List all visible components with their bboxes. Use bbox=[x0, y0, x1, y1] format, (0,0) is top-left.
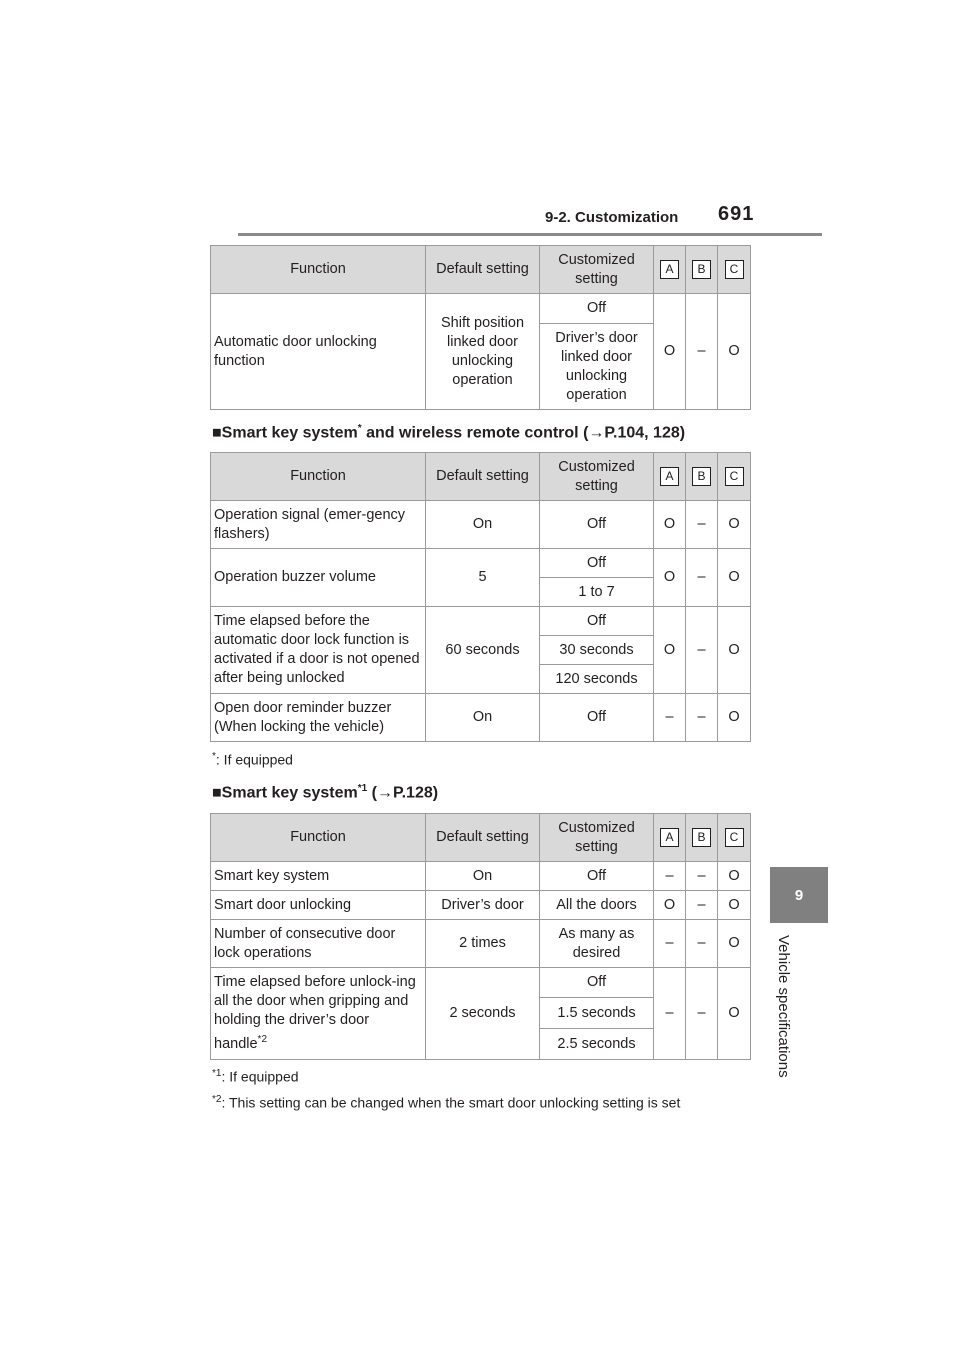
cell-custom: Off bbox=[540, 862, 654, 891]
cell-custom: 1 to 7 bbox=[540, 578, 654, 607]
cell-custom: All the doors bbox=[540, 891, 654, 920]
cell-c: O bbox=[718, 549, 751, 607]
cell-c: O bbox=[718, 694, 751, 742]
cell-custom: 2.5 seconds bbox=[540, 1029, 654, 1060]
chapter-tab bbox=[770, 867, 828, 923]
chapter-title: Vehicle specifications bbox=[775, 935, 792, 1078]
cell-default: 5 bbox=[426, 549, 540, 607]
cell-a: – bbox=[654, 862, 686, 891]
cell-b: – bbox=[686, 891, 718, 920]
section-heading-smart-key-wireless: ■Smart key system* and wireless remote control (→P.104, 128) bbox=[212, 423, 686, 442]
cell-a: O bbox=[654, 294, 686, 410]
header-a: A bbox=[654, 814, 686, 862]
header-a: A bbox=[654, 453, 686, 501]
header-rule bbox=[238, 233, 822, 236]
cell-c: O bbox=[718, 862, 751, 891]
cell-custom: As many as desired bbox=[540, 920, 654, 968]
cell-function: Time elapsed before unlock-ing all the door when gripping and holding the driver’s door handle$^{*2}$ bbox=[211, 968, 426, 1060]
cell-c: O bbox=[718, 891, 751, 920]
cell-custom: Off bbox=[540, 549, 654, 578]
header-b: B bbox=[686, 814, 718, 862]
header-default: Default setting bbox=[426, 453, 540, 501]
cell-a: – bbox=[654, 694, 686, 742]
cell-function: Smart door unlocking bbox=[211, 891, 426, 920]
cell-a: O bbox=[654, 549, 686, 607]
cell-a: O bbox=[654, 607, 686, 694]
header-b: B bbox=[686, 453, 718, 501]
cell-default: 2 times bbox=[426, 920, 540, 968]
header-customized: Customized setting bbox=[540, 246, 654, 294]
header-function: Function bbox=[211, 453, 426, 501]
cell-a: O bbox=[654, 501, 686, 549]
footnote-2: $^{*2}$: This setting can be changed when the smart door unlocking setting is set bbox=[212, 1094, 681, 1111]
chapter-number: 9 bbox=[794, 886, 804, 904]
cell-default: 60 seconds bbox=[426, 607, 540, 694]
cell-function: Operation buzzer volume bbox=[211, 549, 426, 607]
cell-function: Automatic door unlocking function bbox=[211, 294, 426, 410]
cell-a: – bbox=[654, 920, 686, 968]
cell-custom: Driver’s door linked door unlocking operation bbox=[540, 324, 654, 410]
cell-function: Smart key system bbox=[211, 862, 426, 891]
cell-function: Time elapsed before the automatic door lock function is activated if a door is not opened after being unlocked bbox=[211, 607, 426, 694]
header-a: A bbox=[654, 246, 686, 294]
footnote-if-equipped: *: If equipped bbox=[212, 751, 293, 768]
cell-c: O bbox=[718, 607, 751, 694]
footnote-1: $^{*1}$: If equipped bbox=[212, 1068, 299, 1085]
cell-custom: 120 seconds bbox=[540, 665, 654, 694]
cell-default: 2 seconds bbox=[426, 968, 540, 1060]
chapter-label bbox=[770, 935, 800, 1105]
cell-custom: Off bbox=[540, 294, 654, 324]
cell-custom: Off bbox=[540, 694, 654, 742]
header-c: C bbox=[718, 453, 751, 501]
table-door-unlocking bbox=[210, 245, 751, 410]
cell-default: On bbox=[426, 694, 540, 742]
cell-b: – bbox=[686, 920, 718, 968]
cell-c: O bbox=[718, 501, 751, 549]
cell-a: O bbox=[654, 891, 686, 920]
cell-function: Number of consecutive door lock operations bbox=[211, 920, 426, 968]
cell-default: Driver’s door bbox=[426, 891, 540, 920]
cell-c: O bbox=[718, 968, 751, 1060]
header-customized: Customized setting bbox=[540, 453, 654, 501]
cell-default: On bbox=[426, 501, 540, 549]
cell-b: – bbox=[686, 862, 718, 891]
section-title: 9-2. Customization bbox=[545, 209, 679, 226]
cell-b: – bbox=[686, 294, 718, 410]
header-customized: Customized setting bbox=[540, 814, 654, 862]
table-smart-key-wireless bbox=[210, 452, 751, 742]
cell-b: – bbox=[686, 607, 718, 694]
cell-custom: Off bbox=[540, 501, 654, 549]
cell-default: On bbox=[426, 862, 540, 891]
cell-b: – bbox=[686, 694, 718, 742]
cell-c: O bbox=[718, 920, 751, 968]
cell-custom: Off bbox=[540, 607, 654, 636]
header-function: Function bbox=[211, 246, 426, 294]
cell-b: – bbox=[686, 501, 718, 549]
cell-custom: Off bbox=[540, 968, 654, 998]
header-function: Function bbox=[211, 814, 426, 862]
header-c: C bbox=[718, 246, 751, 294]
cell-function: Open door reminder buzzer (When locking the vehicle) bbox=[211, 694, 426, 742]
cell-custom: 30 seconds bbox=[540, 636, 654, 665]
cell-a: – bbox=[654, 968, 686, 1060]
cell-b: – bbox=[686, 549, 718, 607]
cell-default: Shift position linked door unlocking operation bbox=[426, 294, 540, 410]
page-number: 691 bbox=[718, 203, 755, 225]
header-c: C bbox=[718, 814, 751, 862]
cell-c: O bbox=[718, 294, 751, 410]
cell-custom: 1.5 seconds bbox=[540, 998, 654, 1029]
header-default: Default setting bbox=[426, 246, 540, 294]
cell-b: – bbox=[686, 968, 718, 1060]
header-default: Default setting bbox=[426, 814, 540, 862]
section-heading-smart-key: ■Smart key system$^{*1}$ (→P.128) bbox=[212, 783, 439, 802]
header-b: B bbox=[686, 246, 718, 294]
table-smart-key bbox=[210, 813, 751, 1060]
cell-function: Operation signal (emer-gency flashers) bbox=[211, 501, 426, 549]
